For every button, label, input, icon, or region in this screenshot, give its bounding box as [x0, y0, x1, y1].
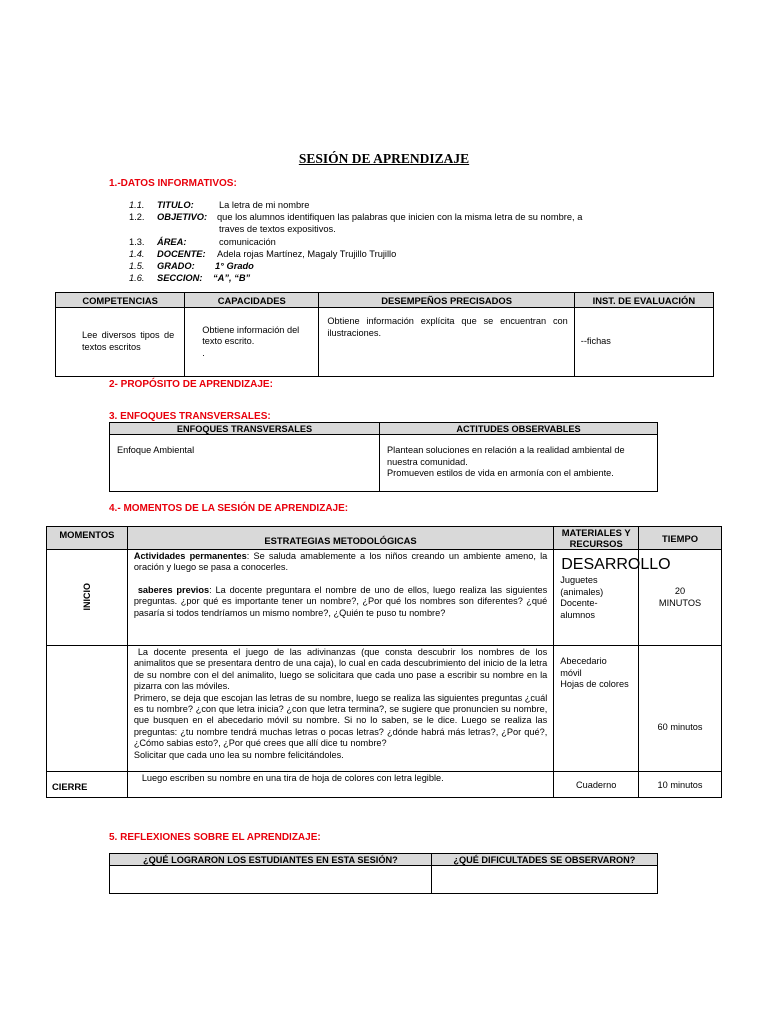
- info-seccion: 1.6. SECCION: “A”, “B”: [129, 273, 251, 284]
- momentos-table: [46, 526, 722, 798]
- desarrollo-label-cell: [47, 646, 128, 772]
- desarrollo-materiales-cell: Abecedario móvil Hojas de colores: [554, 646, 639, 772]
- info-objetivo: 1.2. OBJETIVO: que los alumnos identifiquen las palabras que inicien con la misma letra de su nombre, a: [129, 212, 583, 223]
- section2-heading: 2- PROPÓSITO DE APRENDIZAJE:: [109, 379, 273, 390]
- dificultades-cell[interactable]: [431, 866, 657, 894]
- col-logros: ¿QUÉ LOGRARON LOS ESTUDIANTES EN ESTA SESIÓN?: [110, 854, 432, 866]
- competencias-table: [55, 292, 714, 377]
- col-capacidades: CAPACIDADES: [185, 293, 319, 308]
- cierre-label-cell: [47, 772, 128, 798]
- desarrollo-strategy-cell: La docente presenta el juego de las adivinanzas (que consta descubrir los nombres de los animalitos que se presentara dentro de una caja), lo cual en cada descubrimiento del inicio de la letra de su nombre con el del animalito, luego se solicitara que cada uno pase a escribir su nombre en la pizarra con las móviles. Primero, se deja que escojan las letras de su nombre, luego se realiza las siguientes preguntas ¿cuál es tu nombre? ¿con que letra inicia? ¿con que letra termina?, se sugiere que pronuncien su nombre, que busquen en el abecedario móvil su nombre. Si no lo saben, se le dice. Luego se realiza las preguntas: ¿tu nombre tendrá muchas letras o pocas letras? ¿dónde habrá más letras?, ¿Por qué?, ¿Cómo sabias esto?, ¿Por qué crees que allí dice tu nombre? Solicitar que cada uno lea su nombre felicitándoles.: [127, 646, 553, 772]
- col-estrategias: ESTRATEGIAS METODOLÓGICAS: [127, 527, 553, 550]
- col-actitudes: ACTITUDES OBSERVABLES: [380, 423, 658, 435]
- section4-heading: 4.- MOMENTOS DE LA SESIÓN DE APRENDIZAJE:: [109, 503, 349, 514]
- inicio-materiales-cell: DESARROLLO Juguetes (animales) Docente- alumnos: [554, 550, 639, 646]
- actitudes-cell: Plantean soluciones en relación a la realidad ambiental de nuestra comunidad. Promueven estilos de vida en armonía con el ambiente.: [380, 435, 658, 492]
- desarrollo-tiempo-cell: 60 minutos: [639, 646, 722, 772]
- inicio-tiempo-cell: 20 MINUTOS: [639, 550, 722, 646]
- cierre-tiempo-cell: 10 minutos: [639, 772, 722, 798]
- section3-heading: 3. ENFOQUES TRANSVERSALES:: [109, 411, 271, 422]
- info-titulo: 1.1. TITULO: La letra de mi nombre: [129, 200, 310, 210]
- section1-heading: 1.-DATOS INFORMATIVOS:: [109, 178, 237, 189]
- enfoque-cell: Enfoque Ambiental: [110, 435, 380, 492]
- instrumento-cell: --fichas: [574, 308, 713, 377]
- logros-cell[interactable]: [110, 866, 432, 894]
- col-desempenos: DESEMPEÑOS PRECISADOS: [319, 293, 574, 308]
- inicio-strategy-cell: Actividades permanentes: Se saluda amablemente a los niños creando un ambiente ameno, la oración y luego se pasa a conocerles. saberes previos: La docente preguntara el nombre de uno de ellos, luego realiza las siguientes preguntas. ¿por qué es importante tener un nombre?, ¿Por qué los nombres son diferentes? ¿qué pasaría si todos tendríamos un mismo nombre?, ¿Quién te puso tu nombre?: [127, 550, 553, 646]
- inicio-label-cell: [47, 550, 128, 646]
- col-materiales: MATERIALES Y RECURSOS: [554, 527, 639, 550]
- info-docente: 1.4. DOCENTE: Adela rojas Martínez, Magaly Trujillo Trujillo: [129, 248, 397, 259]
- enfoques-table: [109, 422, 658, 492]
- info-grado: 1.5. GRADO: 1° Grado: [129, 261, 254, 272]
- cierre-strategy-cell: Luego escriben su nombre en una tira de hoja de colores con letra legible.: [127, 772, 553, 798]
- section5-heading: 5. REFLEXIONES SOBRE EL APRENDIZAJE:: [109, 832, 321, 843]
- col-enfoques: ENFOQUES TRANSVERSALES: [110, 423, 380, 435]
- cierre-materiales-cell: Cuaderno: [554, 772, 639, 798]
- cierre-label: CIERRE: [52, 781, 88, 792]
- info-objetivo-cont: traves de textos expositivos.: [219, 224, 336, 235]
- info-area: 1.3. ÁREA: comunicación: [129, 236, 276, 247]
- col-competencias: COMPETENCIAS: [56, 293, 185, 308]
- reflexiones-table: [109, 853, 658, 894]
- col-momentos: MOMENTOS: [47, 527, 128, 550]
- page-title: SESIÓN DE APRENDIZAJE: [298, 151, 470, 166]
- col-instrumento: INST. DE EVALUACIÓN: [574, 293, 713, 308]
- inicio-label: INICIO: [81, 582, 92, 611]
- desempeno-cell: Obtiene información explícita que se encuentran con ilustraciones.: [319, 308, 574, 377]
- col-tiempo: TIEMPO: [639, 527, 722, 550]
- col-dificultades: ¿QUÉ DIFICULTADES SE OBSERVARON?: [431, 854, 657, 866]
- competencia-cell: Lee diversos tipos de textos escritos: [56, 308, 185, 377]
- capacidad-cell: Obtiene información del texto escrito. .: [185, 308, 319, 377]
- datos-informativos: [129, 199, 649, 284]
- desarrollo-label: DESARROLLO: [561, 556, 671, 573]
